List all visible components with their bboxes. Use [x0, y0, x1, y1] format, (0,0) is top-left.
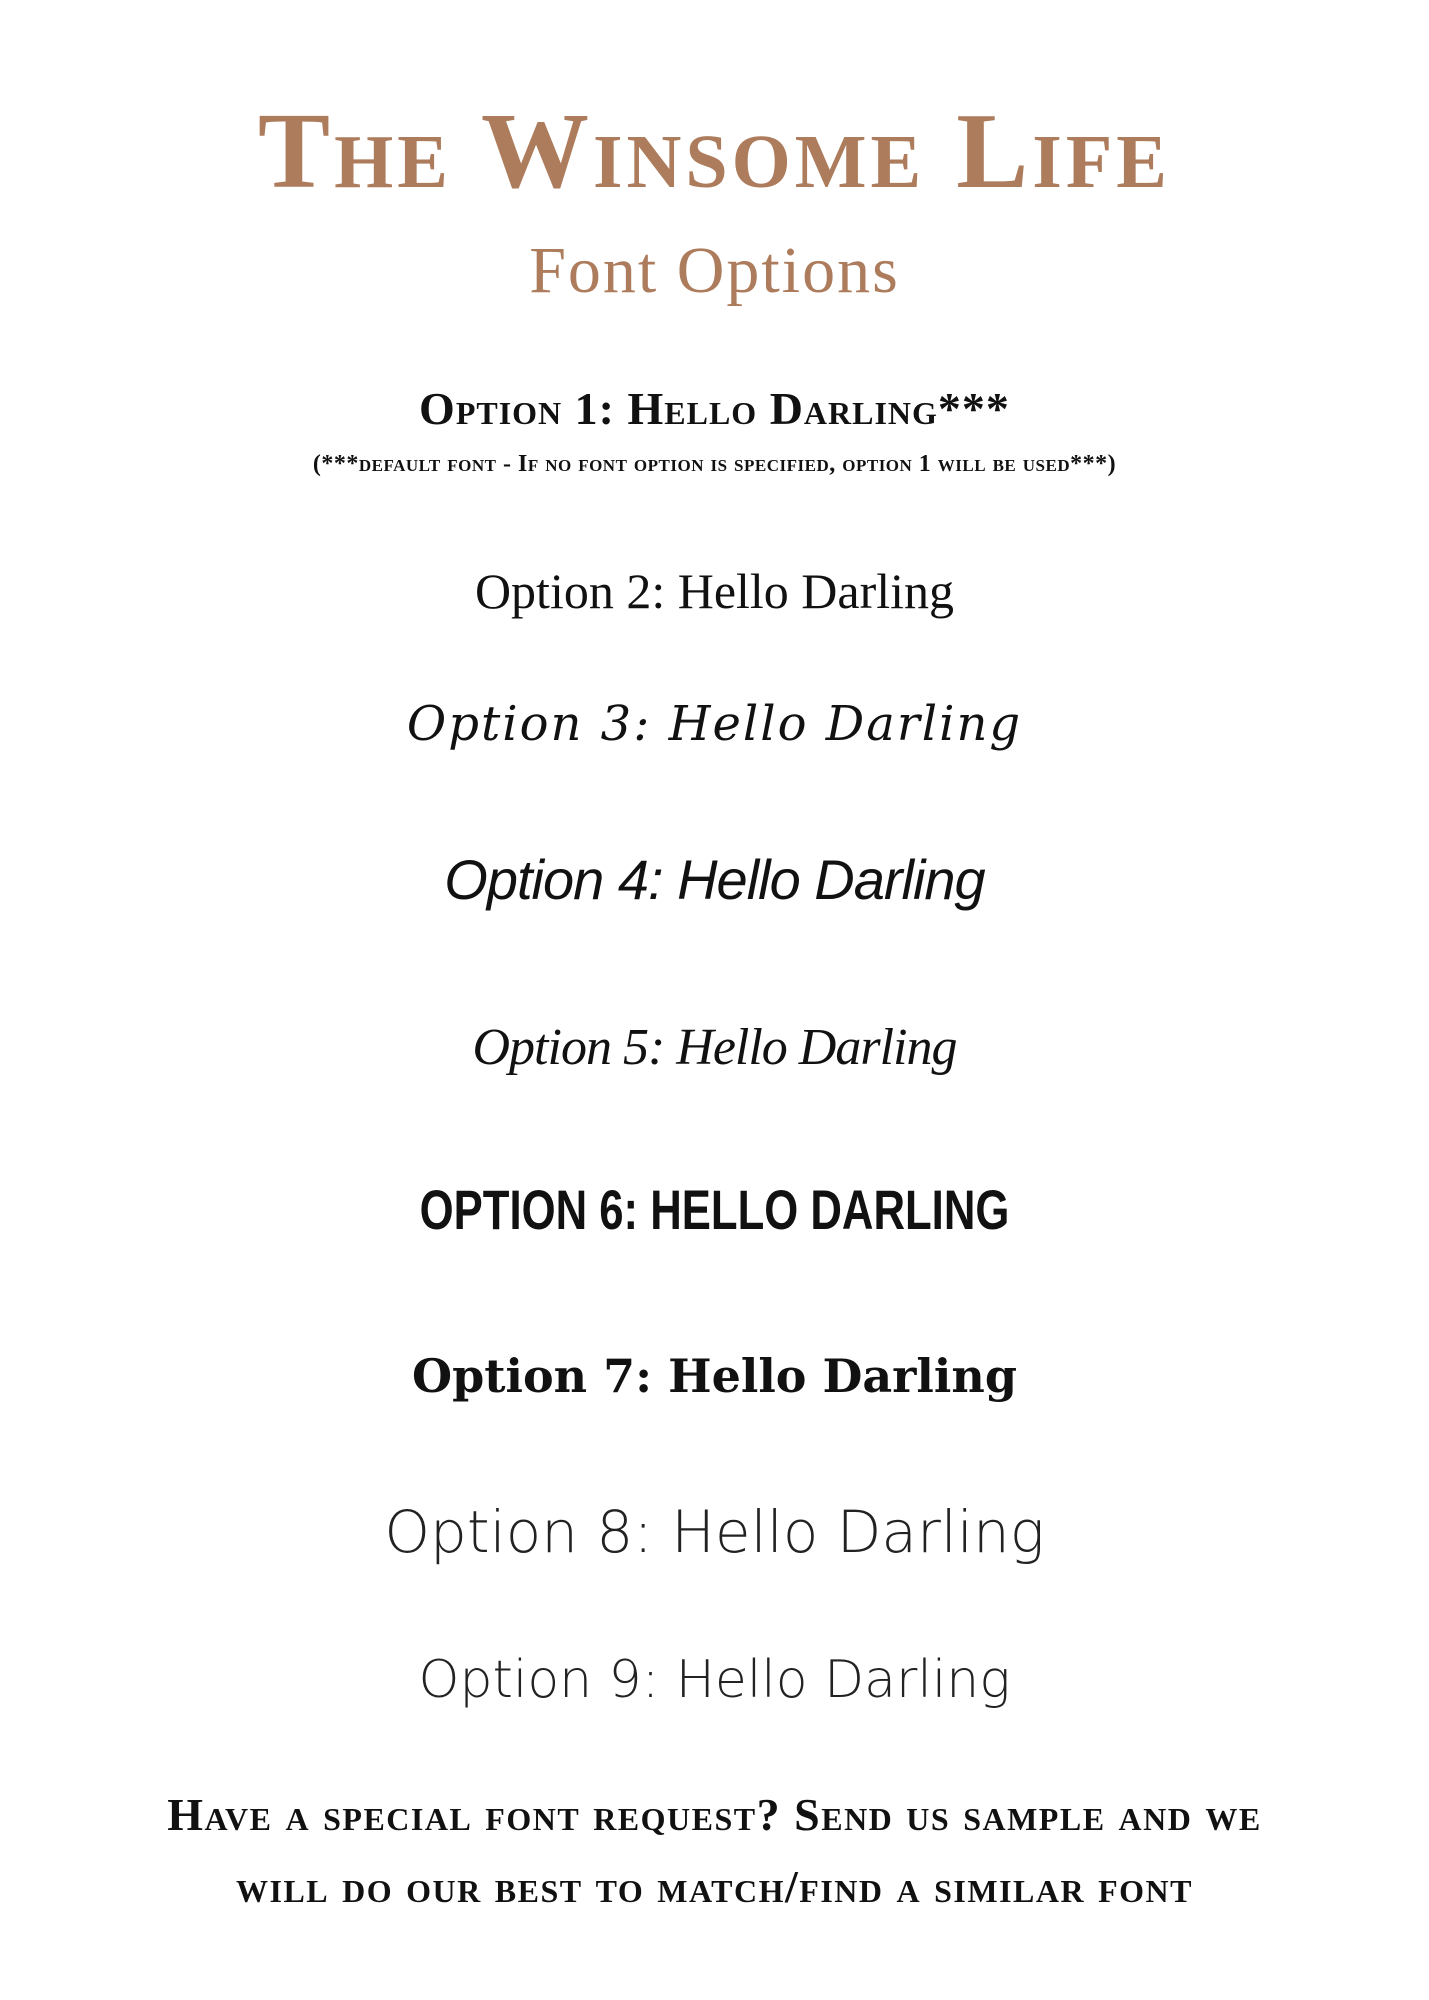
font-option-8: Option 8: Hello Darling [384, 1498, 1045, 1566]
font-option-1-note: (***default font - If no font option is specified, option 1 will be used***) [312, 451, 1117, 477]
special-request-line-1: Have a special font request? Send us sample and we [167, 1789, 1262, 1840]
font-option-9: Option 9: Hello Darling [418, 1650, 1011, 1710]
special-request-line-2: will do our best to match/find a similar font [236, 1861, 1193, 1912]
font-option-5: Option 5: Hello Darling [472, 1019, 957, 1076]
font-option-2: Option 2: Hello Darling [474, 563, 955, 619]
font-option-6: OPTION 6: HELLO DARLING [419, 1178, 1010, 1241]
font-option-1: Option 1: Hello Darling*** [419, 383, 1010, 434]
font-option-4: Option 4: Hello Darling [444, 848, 985, 911]
page-title: The Winsome Life [258, 92, 1171, 211]
page-subtitle: Font Options [529, 234, 900, 307]
font-option-7: Option 7: Hello Darling [412, 1349, 1017, 1403]
font-option-3: Option 3: Hello Darling [406, 696, 1023, 752]
